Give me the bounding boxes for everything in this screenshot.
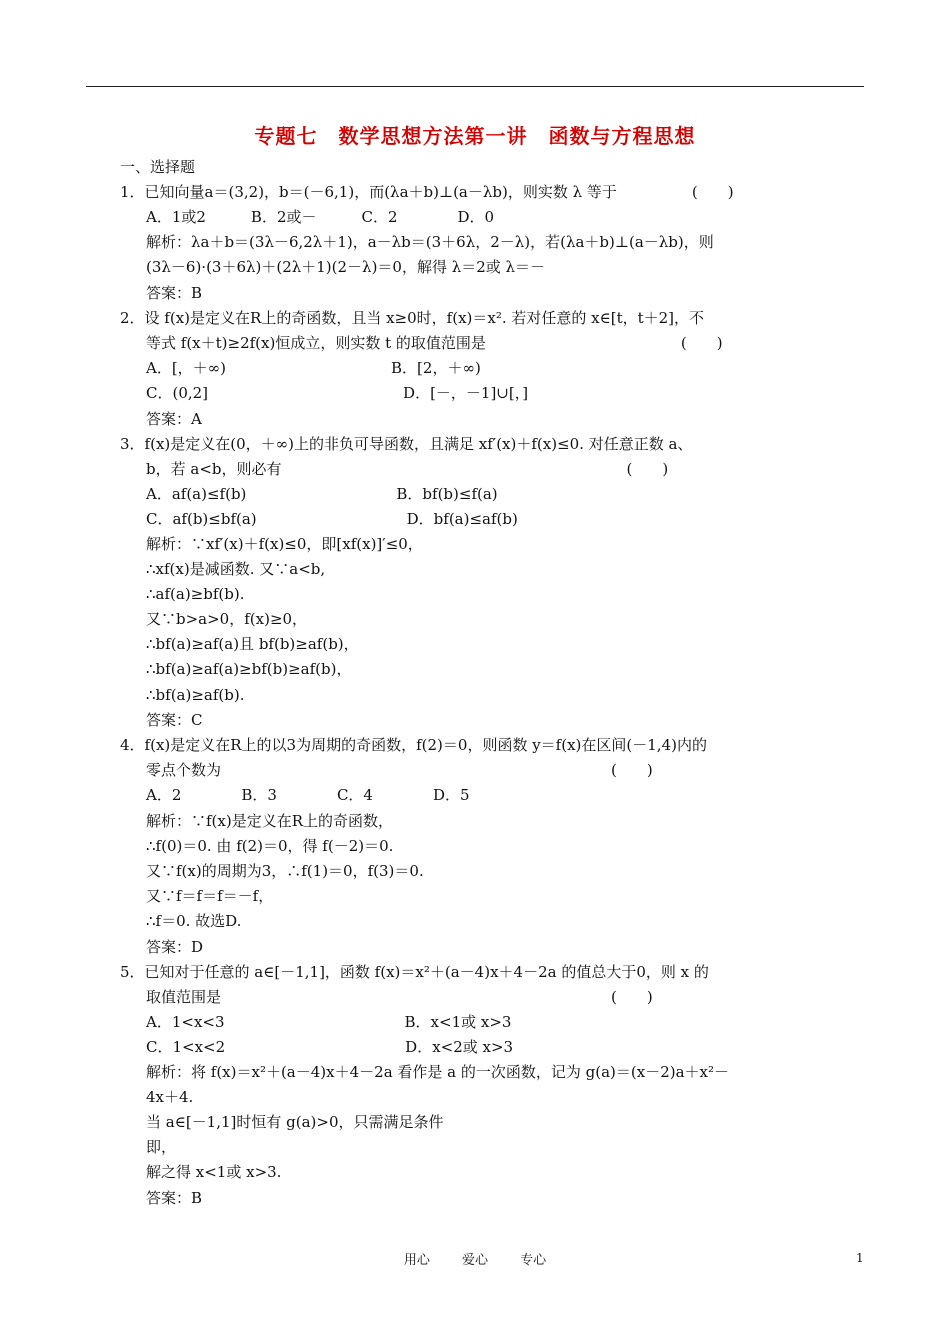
solution-line: 即，	[146, 1138, 177, 1156]
option-line: A．1或2 B．2或－ C．2 D．0	[146, 208, 495, 226]
question-line: 1．已知向量a＝(3,2)，b＝(－6,1)，而(λa＋b)⊥(a－λb)，则实数 λ 等于 ( )	[120, 183, 734, 201]
footer-text: 用心	[403, 1253, 430, 1268]
solution-line: 解析：∵f(x)是定义在R上的奇函数，	[146, 812, 394, 830]
solution-line: ∴bf(a)≥af(a)且 bf(b)≥af(b)，	[146, 635, 359, 653]
answer-line: 答案：C	[146, 711, 203, 729]
header-rule	[86, 86, 864, 87]
page-footer	[0, 1249, 950, 1268]
section-heading: 一、选择题	[120, 158, 196, 176]
option-line: C．(0,2] D．[－，－1]∪[，]	[146, 384, 529, 402]
solution-line: 解析：λa＋b＝(3λ－6,2λ＋1)，a－λb＝(3＋6λ，2－λ)，若(λa＋b)⊥(a－λb)，则	[146, 233, 714, 251]
solution-line: 解之得 x<1或 x>3.	[146, 1163, 282, 1181]
option-line: A．1<x<3 B．x<1或 x>3	[146, 1013, 512, 1031]
solution-line: (3λ－6)·(3＋6λ)＋(2λ＋1)(2－λ)＝0，解得 λ＝2或 λ＝－	[146, 258, 546, 276]
solution-line: 又∵f＝f＝f＝－f，	[146, 887, 274, 905]
option-line: A．2 B．3 C．4 D．5	[146, 786, 470, 804]
question-line: 3．f(x)是定义在(0，＋∞)上的非负可导函数，且满足 xf′(x)＋f(x)≤0. 对任意正数 a、	[120, 435, 693, 453]
question-line: 5．已知对于任意的 a∈[－1,1]，函数 f(x)＝x²＋(a－4)x＋4－2a 的值总大于0，则 x 的	[120, 963, 709, 981]
answer-line: 答案：B	[146, 1189, 203, 1207]
page-title: 专题七 数学思想方法第一讲 函数与方程思想	[254, 124, 696, 148]
solution-line: 解析：∵xf′(x)＋f(x)≤0，即[xf(x)]′≤0，	[146, 535, 423, 553]
solution-line: ∴bf(a)≥af(a)≥bf(b)≥af(b)，	[146, 660, 352, 678]
page-number: 1	[856, 1251, 864, 1265]
solution-line: 当 a∈[－1,1]时恒有 g(a)>0，只需满足条件	[146, 1113, 444, 1131]
solution-line: 又∵b>a>0，f(x)≥0，	[146, 610, 308, 628]
question-line: 4．f(x)是定义在R上的以3为周期的奇函数，f(2)＝0，则函数 y＝f(x)在区间(－1,4)内的	[120, 736, 707, 754]
solution-line: 4x＋4.	[146, 1088, 194, 1106]
solution-line: 又∵f(x)的周期为3，∴f(1)＝0，f(3)＝0.	[146, 862, 424, 880]
question-line: 2．设 f(x)是定义在R上的奇函数，且当 x≥0时，f(x)＝x². 若对任意的 x∈[t，t＋2]，不	[120, 309, 705, 327]
solution-line: ∴xf(x)是减函数. 又∵a<b,	[146, 560, 326, 578]
footer-text: 专心	[520, 1253, 547, 1268]
solution-line: 解析：将 f(x)＝x²＋(a－4)x＋4－2a 看作是 a 的一次函数，记为 g(a)＝(x－2)a＋x²－	[146, 1063, 730, 1081]
option-line: C．1<x<2 D．x<2或 x>3	[146, 1038, 514, 1056]
option-line: A．af(a)≤f(b) B．bf(b)≤f(a)	[146, 485, 498, 503]
answer-line: 答案：B	[146, 284, 203, 302]
solution-line: ∴f(0)＝0. 由 f(2)＝0，得 f(－2)＝0.	[146, 837, 394, 855]
question-line: 取值范围是 ( )	[146, 988, 653, 1006]
question-line: 等式 f(x＋t)≥2f(x)恒成立，则实数 t 的取值范围是 ( )	[146, 334, 723, 352]
answer-line: 答案：D	[146, 938, 204, 956]
answer-line: 答案：A	[146, 410, 202, 428]
footer-text: 爱心	[461, 1253, 488, 1268]
solution-line: ∴af(a)≥bf(b).	[146, 585, 245, 603]
option-line: C．af(b)≤bf(a) D．bf(a)≤af(b)	[146, 510, 518, 528]
option-line: A．[，＋∞) B．[2，＋∞)	[146, 359, 481, 377]
question-line: 零点个数为 ( )	[146, 761, 653, 779]
solution-line: ∴bf(a)≥af(b).	[146, 686, 245, 704]
solution-line: ∴f＝0. 故选D.	[146, 912, 242, 930]
question-line: b，若 a<b，则必有 ( )	[146, 460, 669, 478]
